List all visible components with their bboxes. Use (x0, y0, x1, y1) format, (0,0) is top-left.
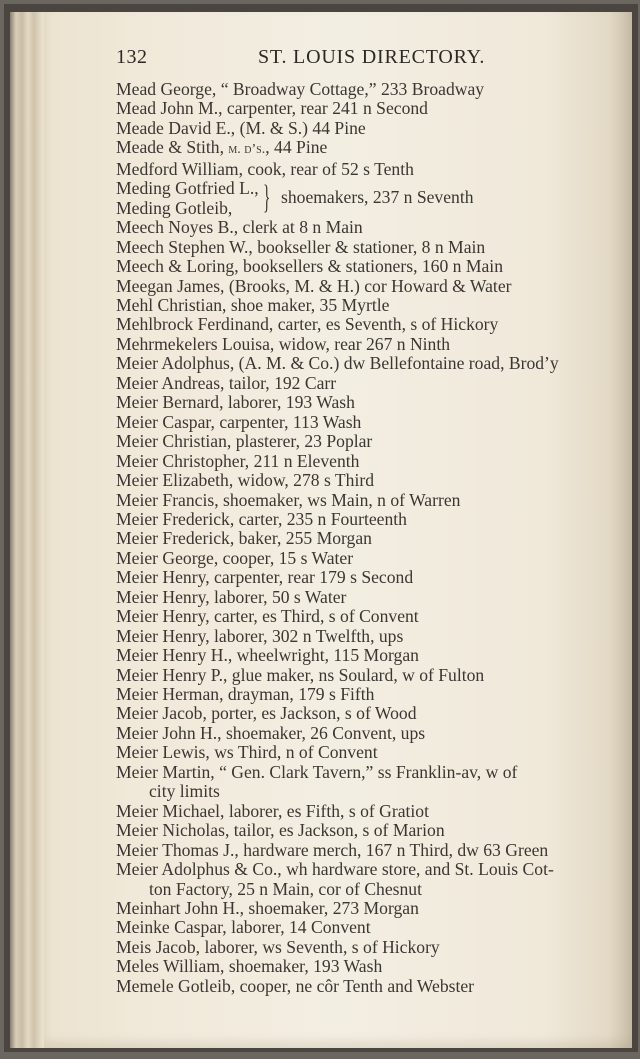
directory-entry: Meier Lewis, ws Third, n of Convent (116, 742, 378, 763)
directory-entries (116, 80, 626, 996)
directory-entry: Mehl Christian, shoe maker, 35 Myrtle (116, 294, 390, 315)
entry-abbreviation: m. d’s. (228, 142, 266, 158)
directory-entry: Meier Henry, carter, es Third, s of Convent (116, 606, 419, 627)
directory-entry: Meech Noyes B., clerk at 8 n Main (116, 217, 363, 238)
directory-entry: Meles William, shoemaker, 193 Wash (116, 956, 383, 977)
brace-icon: } (263, 179, 271, 217)
directory-entry: Meech Stephen W., bookseller & stationer, 8 n Main (116, 236, 486, 257)
entry-address: , 44 Pine (265, 137, 328, 158)
directory-entry: Meinke Caspar, laborer, 14 Convent (116, 917, 371, 938)
directory-entry: Meier Jacob, porter, es Jackson, s of Wood (116, 703, 417, 724)
bracketed-entry (116, 179, 626, 218)
bracket-names (116, 179, 259, 218)
directory-entry: Meier Henry P., glue maker, ns Soulard, w of Fulton (116, 664, 485, 685)
entry-name: Meade & Stith, (116, 137, 229, 158)
directory-entry: Meier George, cooper, 15 s Water (116, 547, 354, 568)
directory-entry: Meier Frederick, baker, 255 Morgan (116, 528, 372, 549)
shared-occupation: shoemakers, 237 n Seventh (281, 187, 474, 208)
directory-entry: Meier Christian, plasterer, 23 Poplar (116, 431, 373, 452)
directory-entry: Meier Andreas, tailor, 192 Carr (116, 372, 337, 393)
directory-entry: Meier Elizabeth, widow, 278 s Third (116, 470, 374, 491)
directory-entry: Meier John H., shoemaker, 26 Convent, ups (116, 722, 426, 743)
directory-entry: Meech & Loring, booksellers & stationers, 160 n Main (116, 256, 503, 277)
directory-entry: Meier Michael, laborer, es Fifth, s of Gratiot (116, 800, 429, 821)
entry-continuation: city limits (149, 781, 220, 802)
entry-line: Meier Martin, “ Gen. Clark Tavern,” ss Franklin-av, w of (116, 761, 518, 782)
directory-entry: Meier Nicholas, tailor, es Jackson, s of Marion (116, 820, 445, 841)
directory-entry: Memele Gotleib, cooper, ne côr Tenth and Webster (116, 975, 475, 996)
directory-entry: Meier Frederick, carter, 235 n Fourteenth (116, 508, 407, 529)
directory-entry: Meier Francis, shoemaker, ws Main, n of Warren (116, 489, 461, 510)
directory-entry: Meade David E., (M. & S.) 44 Pine (116, 117, 366, 138)
directory-entry: Meier Henry H., wheelwright, 115 Morgan (116, 645, 419, 666)
directory-entry-wrapped (116, 763, 626, 802)
directory-entry: Mehrmekelers Louisa, widow, rear 267 n Ninth (116, 333, 451, 354)
directory-entry: Medford William, cook, rear of 52 s Tenth (116, 158, 414, 179)
directory-entry: Meegan James, (Brooks, M. & H.) cor Howard & Water (116, 275, 512, 296)
directory-entry: Meier Herman, drayman, 179 s Fifth (116, 684, 375, 705)
entry-name: Meding Gotleib, (116, 197, 233, 218)
directory-entry: Meier Caspar, carpenter, 113 Wash (116, 411, 362, 432)
directory-entry: Mehlbrock Ferdinand, carter, es Seventh, s of Hickory (116, 314, 499, 335)
directory-entry: Mead George, “ Broadway Cottage,” 233 Broadway (116, 79, 485, 99)
directory-entry-wrapped (116, 860, 626, 899)
directory-entry: Meinhart John H., shoemaker, 273 Morgan (116, 898, 419, 919)
directory-entry: Meis Jacob, laborer, ws Seventh, s of Hickory (116, 936, 440, 957)
directory-entry (116, 138, 626, 159)
running-title: ST. LOUIS DIRECTORY. (258, 46, 486, 68)
entry-line: Meier Adolphus & Co., wh hardware store, and St. Louis Cot- (116, 859, 554, 880)
directory-entry: Meier Christopher, 211 n Eleventh (116, 450, 360, 471)
directory-entry: Meier Henry, laborer, 302 n Twelfth, ups (116, 625, 404, 646)
directory-entry: Meier Bernard, laborer, 193 Wash (116, 392, 355, 413)
page-number: 132 (116, 46, 148, 68)
entry-name: Meding Gotfried L., (116, 178, 259, 199)
entry-continuation: ton Factory, 25 n Main, cor of Chesnut (149, 878, 422, 899)
directory-entry: Meier Adolphus, (A. M. & Co.) dw Bellefontaine road, Brod’y (116, 353, 559, 374)
page-header (116, 46, 516, 72)
directory-entry: Meier Thomas J., hardware merch, 167 n Third, dw 63 Green (116, 839, 549, 860)
directory-entry: Meier Henry, carpenter, rear 179 s Second (116, 567, 414, 588)
directory-entry: Mead John M., carpenter, rear 241 n Second (116, 98, 428, 119)
directory-entry: Meier Henry, laborer, 50 s Water (116, 586, 347, 607)
